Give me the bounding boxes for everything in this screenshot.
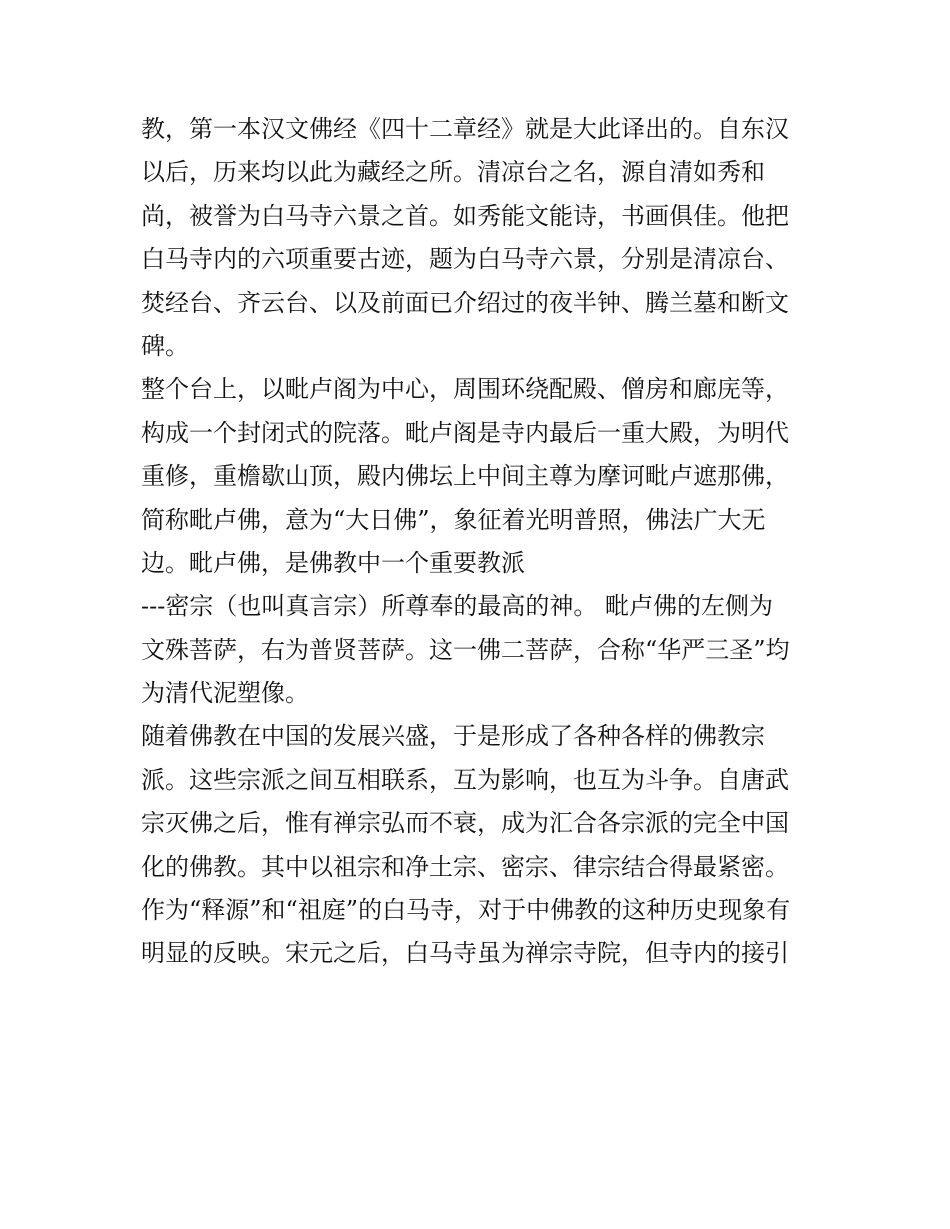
text-line: 边。毗卢佛，是佛教中一个重要教派 xyxy=(141,548,525,577)
text-line: 明显的反映。宋元之后，白马寺虽为禅宗寺院，但寺内的接引 xyxy=(141,939,789,968)
text-line: 以后，历来均以此为藏经之所。清凉台之名，源自清如秀和 xyxy=(141,158,765,187)
text-line: 随着佛教在中国的发展兴盛，于是形成了各种各样的佛教宗 xyxy=(141,722,765,751)
text-line: ---密宗（也叫真言宗）所尊奉的最高的神。 毗卢佛的左侧为 xyxy=(141,592,773,621)
text-line: 文殊菩萨，右为普贤菩萨。这一佛二菩萨，合称“华严三圣”均 xyxy=(141,635,790,664)
text-line: 为清代泥塑像。 xyxy=(141,679,309,708)
text-line: 整个台上，以毗卢阁为中心，周围环绕配殿、僧房和廊庑等， xyxy=(141,375,789,404)
text-line: 简称毗卢佛，意为“大日佛”，象征着光明普照，佛法广大无 xyxy=(141,505,766,534)
text-line: 重修，重檐歇山顶，殿内佛坛上中间主尊为摩诃毗卢遮那佛， xyxy=(141,462,789,491)
text-line: 尚，被誉为白马寺六景之首。如秀能文能诗，书画俱佳。他把 xyxy=(141,201,789,230)
text-line: 派。这些宗派之间互相联系，互为影响，也互为斗争。自唐武 xyxy=(141,765,789,794)
text-line: 化的佛教。其中以祖宗和净土宗、密宗、律宗结合得最紧密。 xyxy=(141,852,789,881)
text-line: 碑。 xyxy=(141,331,189,360)
text-line: 教，第一本汉文佛经《四十二章经》就是大此译出的。自东汉 xyxy=(141,115,789,143)
body-text xyxy=(141,108,813,976)
text-line: 宗灭佛之后，惟有禅宗弘而不衰，成为汇合各宗派的完全中国 xyxy=(141,809,789,838)
text-line: 作为“释源”和“祖庭”的白马寺，对于中佛教的这种历史现象有 xyxy=(141,896,791,925)
text-line: 焚经台、齐云台、以及前面已介绍过的夜半钟、腾兰墓和断文 xyxy=(141,288,789,317)
text-line: 白马寺内的六项重要古迹，题为白马寺六景，分别是清凉台、 xyxy=(141,245,789,274)
text-line: 构成一个封闭式的院落。毗卢阁是寺内最后一重大殿，为明代 xyxy=(141,418,789,447)
